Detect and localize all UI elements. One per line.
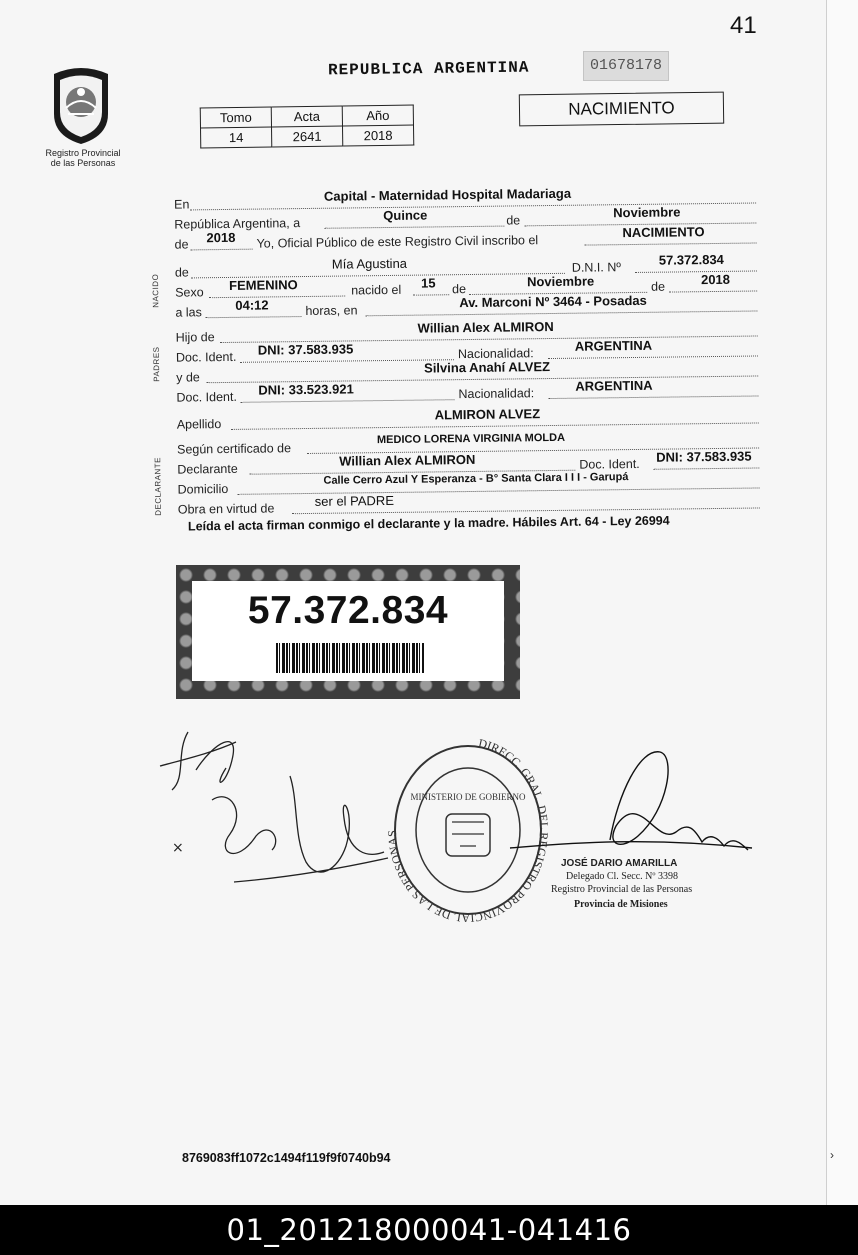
apellido-label: Apellido: [176, 417, 222, 432]
declarante-value: Willian Alex ALMIRON: [339, 451, 476, 469]
registry-label: Registro Provincial de las Personas: [45, 148, 121, 168]
doc-ident-label: Doc. Ident.: [176, 389, 237, 405]
dotted-line: [240, 399, 454, 403]
de-label: de: [174, 237, 189, 252]
nacido-label: nacido el: [351, 282, 402, 298]
alas-label: a las: [175, 305, 202, 320]
stamp-inner-text: MINISTERIO DE GOBIERNO: [410, 792, 526, 802]
apellido-value: ALMIRON ALVEZ: [434, 406, 541, 423]
dotted-line: [231, 422, 759, 429]
place-value: Capital - Maternidad Hospital Madariaga: [323, 185, 572, 204]
birth-year-value: 2018: [700, 271, 731, 288]
mother-value: Silvina Anahí ALVEZ: [424, 359, 551, 376]
en-label: En: [173, 197, 190, 212]
dotted-line: [413, 294, 449, 295]
side-label-padres: PADRES: [151, 346, 162, 382]
dotted-line: [209, 296, 345, 299]
dotted-line: [324, 226, 504, 229]
republica-label: República Argentina, a: [174, 216, 301, 232]
registrar-province: Provincia de Misiones: [574, 899, 668, 910]
mother-nationality-value: ARGENTINA: [575, 377, 653, 394]
father-value: Willian Alex ALMIRON: [417, 318, 554, 336]
acta-header: Acta: [271, 106, 342, 127]
inscribe-value: NACIMIENTO: [622, 224, 705, 241]
side-label-nacido: NACIDO: [150, 273, 161, 308]
dni-label: D.N.I. Nº: [571, 260, 621, 275]
father-nationality-value: ARGENTINA: [574, 337, 653, 354]
child-name-value: Mía Agustina: [331, 255, 408, 272]
serial-number: 01678178: [583, 51, 669, 81]
dni-value: 57.372.834: [658, 251, 724, 268]
tomo-value: 14: [201, 127, 272, 148]
sexo-value: FEMENINO: [228, 277, 298, 293]
document-title: REPUBLICA ARGENTINA: [327, 58, 530, 80]
dotted-line: [548, 395, 758, 399]
record-type-box: NACIMIENTO: [519, 92, 724, 127]
dni-sticker-panel: [192, 581, 504, 681]
month-value: Noviembre: [613, 204, 681, 221]
sexo-label: Sexo: [175, 285, 204, 300]
declarante-label: Declarante: [177, 461, 238, 477]
registrar-office: Registro Provincial de las Personas: [551, 884, 693, 895]
stamp-ring-text: DIRECC. GRAL. DEL REGISTRO PROVINCIAL DE LAS PERSONAS: [384, 735, 551, 926]
de-label: de: [452, 282, 467, 297]
nacionalidad-label: Nacionalidad:: [458, 386, 535, 402]
certificado-value: MEDICO LORENA VIRGINIA MOLDA: [376, 431, 566, 447]
yde-label: y de: [176, 370, 200, 385]
mother-doc-value: DNI: 33.523.921: [258, 381, 354, 398]
dni-sticker-number: 57.372.834: [247, 589, 449, 632]
de-label: de: [506, 213, 521, 228]
document-hash: 8769083ff1072c1494f119f9f0740b94: [182, 1151, 391, 1165]
side-label-declarante: DECLARANTE: [153, 456, 163, 516]
edge-mark: ›: [830, 1148, 834, 1162]
birth-month-value: Noviembre: [526, 273, 595, 290]
domicilio-label: Domicilio: [177, 481, 229, 497]
doc-ident-label: Doc. Ident.: [175, 349, 237, 365]
dotted-line: [191, 249, 253, 251]
acta-value: 2641: [272, 126, 343, 147]
time-value: 04:12: [235, 297, 269, 313]
barcode: [276, 643, 424, 673]
hijo-label: Hijo de: [175, 330, 215, 345]
dotted-line: [365, 310, 757, 316]
dotted-line: [653, 467, 759, 469]
closing-statement: Leída el acta firman conmigo el declarante y la madre. Hábiles Art. 64 - Ley 26994: [187, 513, 670, 534]
dni-sticker: [176, 565, 520, 699]
obra-value: ser el PADRE: [314, 492, 395, 509]
anio-value: 2018: [342, 125, 413, 146]
oficial-text: Yo, Oficial Público de este Registro Civil inscribo el: [256, 233, 539, 251]
de-label: de: [174, 265, 189, 280]
anio-header: Año: [342, 105, 413, 126]
registrar-name: JOSÉ DARIO AMARILLA: [561, 858, 678, 869]
registrar-title: Delegado Cl. Secc. Nº 3398: [566, 871, 678, 882]
dotted-line: [669, 290, 757, 292]
tomo-header: Tomo: [200, 107, 271, 128]
doc-ident-label: Doc. Ident.: [579, 456, 640, 472]
dotted-line: [548, 355, 758, 359]
de-label: de: [651, 279, 666, 294]
file-id-bar: 01_201218000041-041416: [0, 1205, 858, 1255]
nacionalidad-label: Nacionalidad:: [457, 346, 534, 362]
horas-label: horas, en: [305, 303, 358, 319]
dotted-line: [240, 359, 454, 363]
day-value: Quince: [383, 207, 428, 224]
declarante-doc-value: DNI: 37.583.935: [656, 448, 752, 465]
father-doc-value: DNI: 37.583.935: [257, 341, 354, 358]
domicilio-value: Calle Cerro Azul Y Esperanza - B° Santa Clara I I I - Garupá: [323, 471, 629, 487]
year-value: 2018: [206, 229, 236, 246]
dotted-line: [635, 270, 757, 272]
dotted-line: [205, 316, 301, 318]
birth-day-value: 15: [420, 275, 436, 291]
obra-label: Obra en virtud de: [177, 501, 275, 517]
signature-mark: ×: [172, 840, 184, 856]
dotted-line: [585, 242, 757, 245]
page-number: 41: [730, 12, 757, 39]
certificado-label: Según certificado de: [176, 441, 292, 457]
address-value: Av. Marconi Nº 3464 - Posadas: [459, 292, 647, 311]
